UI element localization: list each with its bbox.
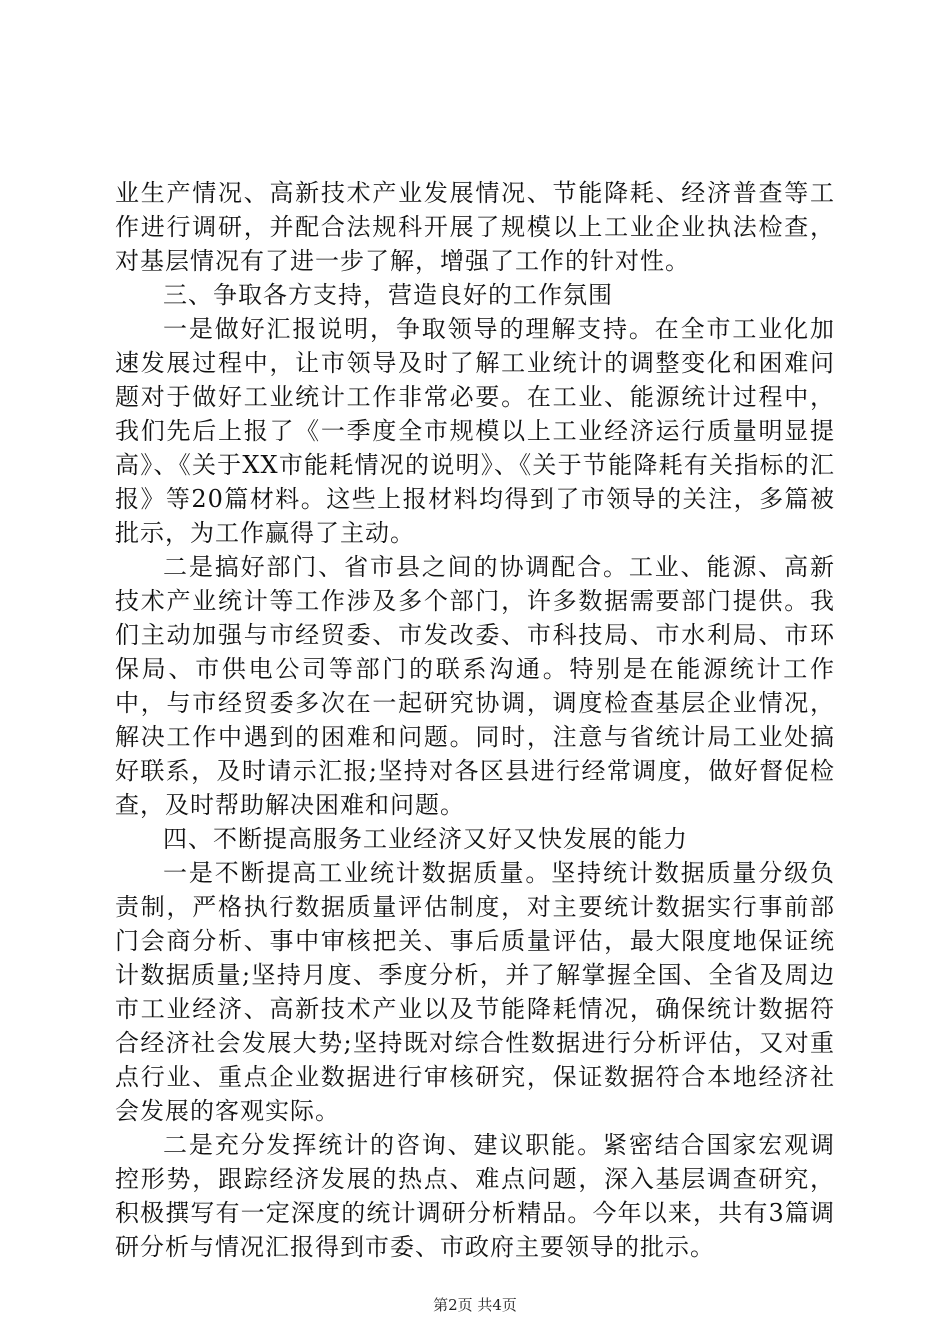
paragraph-data-quality: 一是不断提高工业统计数据质量。坚持统计数据质量分级负责制，严格执行数据质量评估制度，对主要统计数据实行事前部门会商分析、事中审核把关、事后质量评估，最大限度地保证统计数据质量;坚持月度、季度分析，并了解掌握全国、全省及周边市工业经济、高新技术产业以及节能降耗情况，确保统计数据符合经济社会发展大势;坚持既对综合性数据进行分析评估，又对重点行业、重点企业数据进行审核研究，保证数据符合本地经济社会发展的客观实际。 (115, 859, 835, 1125)
page-footer: 第2页 共4页 (433, 1296, 517, 1314)
document-body (115, 176, 835, 1264)
paragraph-reporting: 一是做好汇报说明，争取领导的理解支持。在全市工业化加速发展过程中，让市领导及时了解工业统计的调整变化和困难问题对于做好工业统计工作非常必要。在工业、能源统计过程中，我们先后上报了《一季度全市规模以上工业经济运行质量明显提高》、《关于XX市能耗情况的说明》、《关于节能降耗有关指标的汇报》等20篇材料。这些上报材料均得到了市领导的关注，多篇被批示，为工作赢得了主动。 (115, 315, 835, 547)
paragraph-coordination: 二是搞好部门、省市县之间的协调配合。工业、能源、高新技术产业统计等工作涉及多个部门，许多数据需要部门提供。我们主动加强与市经贸委、市发改委、市科技局、市水利局、市环保局、市供电公司等部门的联系沟通。特别是在能源统计工作中，与市经贸委多次在一起研究协调，调度检查基层企业情况，解决工作中遇到的困难和问题。同时，注意与省统计局工业处搞好联系，及时请示汇报;坚持对各区县进行经常调度，做好督促检查，及时帮助解决困难和问题。 (115, 553, 835, 819)
section-heading-3: 三、争取各方支持，营造良好的工作氛围 (163, 281, 613, 309)
paragraph-consulting: 二是充分发挥统计的咨询、建议职能。紧密结合国家宏观调控形势，跟踪经济发展的热点、难点问题，深入基层调查研究，积极撰写有一定深度的统计调研分析精品。今年以来，共有3篇调研分析与情况汇报得到市委、市政府主要领导的批示。 (115, 1131, 835, 1261)
section-heading-4: 四、不断提高服务工业经济又好又快发展的能力 (163, 825, 688, 853)
paragraph-continuation: 业生产情况、高新技术产业发展情况、节能降耗、经济普查等工作进行调研，并配合法规科开展了规模以上工业企业执法检查，对基层情况有了进一步了解，增强了工作的针对性。 (115, 179, 835, 275)
